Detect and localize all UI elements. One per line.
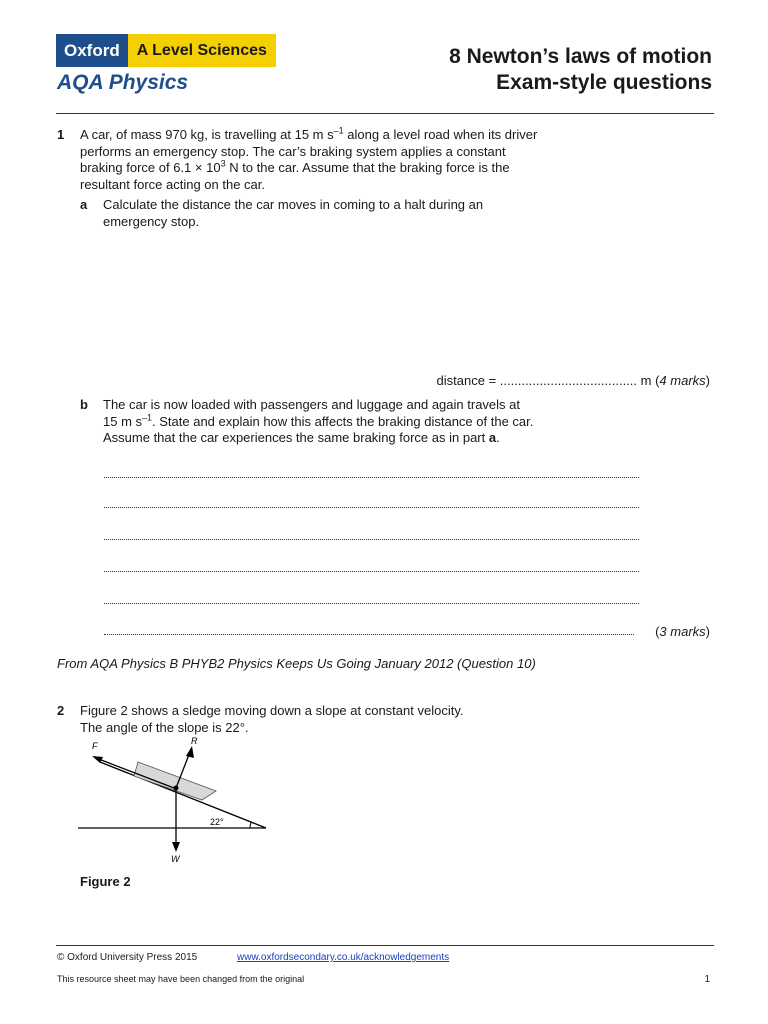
footer-note: This resource sheet may have been changed from the original xyxy=(57,974,305,984)
series-title: AQA Physics xyxy=(57,71,189,94)
intro-line: braking force of $6.1 \times 10^3$ N to the car. Assume that the braking force is the xyxy=(80,158,510,175)
answer-line[interactable] xyxy=(104,571,639,572)
question-2-text xyxy=(80,703,640,736)
question-number: 2 xyxy=(57,703,65,718)
intro-line: performs an emergency stop. The car’s braking system applies a constant xyxy=(80,143,506,159)
weight-arrowhead xyxy=(172,842,180,852)
sledge-slope-figure xyxy=(70,736,280,868)
marks-b: (3 marks) xyxy=(655,624,710,639)
figure-caption: Figure 2 xyxy=(80,874,131,889)
chapter-title: 8 Newton’s laws of motion xyxy=(449,45,712,68)
question-1-intro xyxy=(80,127,640,193)
question-number: 1 xyxy=(57,127,65,142)
weight-label: W xyxy=(171,854,180,864)
answer-line[interactable] xyxy=(104,507,639,508)
angle-label: 22° xyxy=(210,817,224,827)
slope-line xyxy=(100,762,266,828)
angle-arc xyxy=(250,822,251,828)
answer-line[interactable] xyxy=(104,539,639,540)
brand-oxford: Oxford xyxy=(56,34,128,67)
friction-label: F xyxy=(92,741,98,751)
part-a-text xyxy=(103,197,643,230)
brand-a-level-sciences: A Level Sciences xyxy=(128,34,276,67)
question-2-line: Figure 2 shows a sledge moving down a slope at constant velocity. xyxy=(80,703,464,718)
part-b-text xyxy=(103,397,663,447)
reaction-label: R xyxy=(191,736,198,746)
page-subtitle: Exam-style questions xyxy=(496,71,712,94)
footer-divider xyxy=(56,945,714,946)
acknowledgements-link[interactable]: www.oxfordsecondary.co.uk/acknowledgements xyxy=(237,952,450,963)
part-b-line: 15 m $s^{-1}$. State and explain how this affects the braking distance of the car. xyxy=(103,412,534,429)
page-number: 1 xyxy=(704,974,710,985)
answer-line[interactable] xyxy=(104,634,634,635)
part-a-label: a xyxy=(80,197,88,212)
marks-a: 4 marks xyxy=(659,373,706,388)
intro-line: A car, of mass 970 kg, is travelling at 15 m $s^{-1}$ along a level road when its driver xyxy=(80,125,538,142)
source-citation: From AQA Physics B PHYB2 Physics Keeps Us Going January 2012 (Question 10) xyxy=(57,656,536,671)
reaction-arrowhead xyxy=(186,746,194,758)
force-origin-dot xyxy=(174,786,179,791)
answer-line[interactable] xyxy=(104,477,639,478)
distance-answer-line: distance = ...................................... m (4 marks) xyxy=(436,373,710,388)
answer-prefix: distance = xyxy=(436,373,500,388)
header-divider xyxy=(56,113,714,114)
intro-line: resultant force acting on the car. xyxy=(80,176,265,192)
brand-logo xyxy=(56,34,276,67)
part-b-label: b xyxy=(80,397,88,412)
footer-copyright: © Oxford University Press 2015 xyxy=(57,952,198,963)
answer-blank[interactable]: ...................................... xyxy=(499,373,638,388)
part-b-line: The car is now loaded with passengers and luggage and again travels at xyxy=(103,397,520,412)
answer-line[interactable] xyxy=(104,603,639,604)
question-2-line: The angle of the slope is 22°. xyxy=(80,719,249,735)
part-b-line: Assume that the car experiences the same braking force as in part a. xyxy=(103,430,500,445)
part-a-line: Calculate the distance the car moves in coming to a halt during an xyxy=(103,197,484,212)
part-a-line: emergency stop. xyxy=(103,213,200,229)
